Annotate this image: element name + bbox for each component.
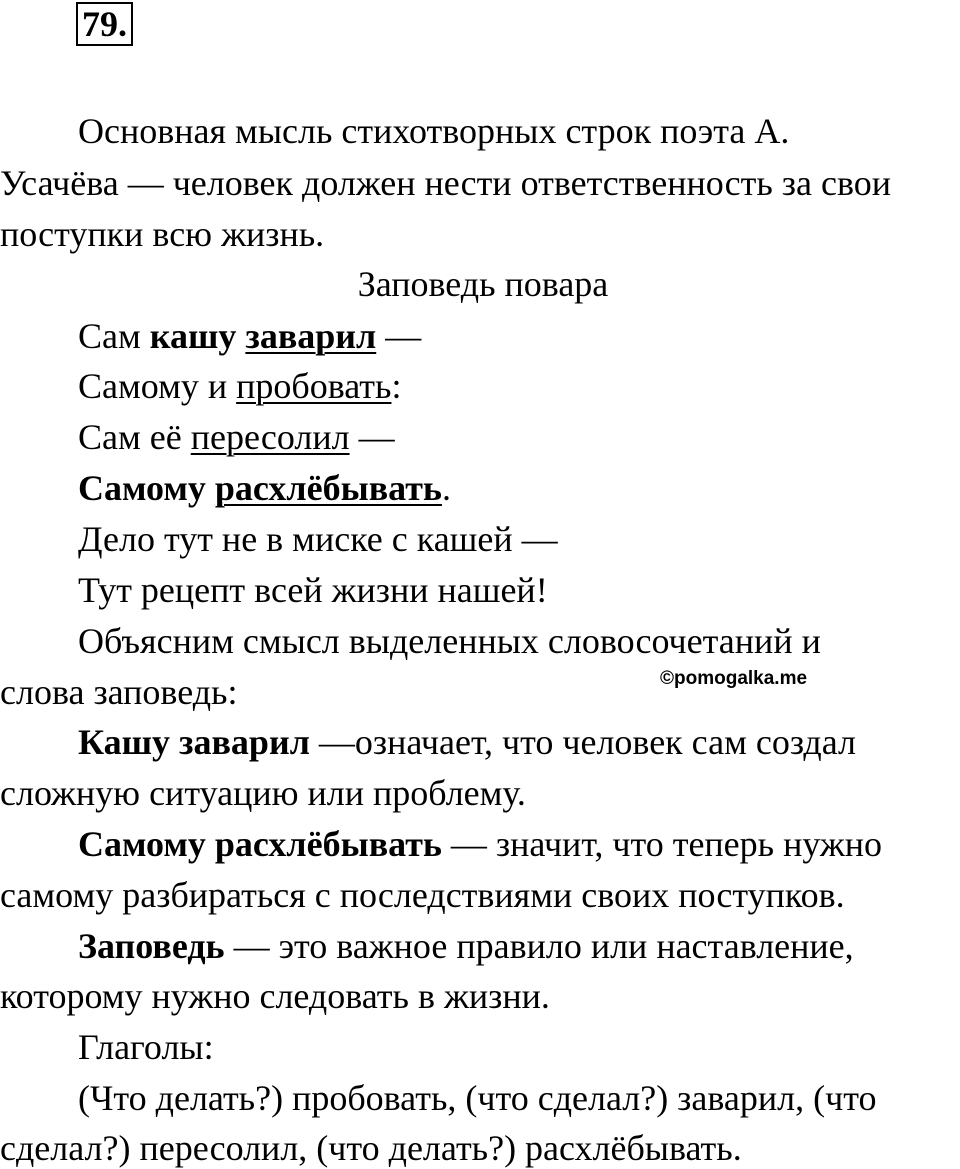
poem-line-3: Сам её пересолил — bbox=[78, 417, 395, 457]
intro-line-1: Основная мысль стихотворных строк поэта А. bbox=[78, 111, 790, 151]
intro-line-2: Усачёва — человек должен нести ответственность за свои bbox=[0, 163, 891, 203]
definition-2-line-2: самому разбираться с последствиями своих поступков. bbox=[0, 875, 845, 915]
intro-line-3: поступки всю жизнь. bbox=[0, 214, 325, 254]
exercise-number: 79. bbox=[76, 2, 133, 46]
definition-3-line-2: которому нужно следовать в жизни. bbox=[0, 976, 550, 1016]
watermark: ©pomogalka.me bbox=[660, 668, 808, 689]
explain-line-1: Объясним смысл выделенных словосочетаний и bbox=[78, 621, 821, 661]
verbs-line-1: (Что делать?) пробовать, (что сделал?) заварил, (что bbox=[78, 1078, 877, 1118]
verbs-heading: Глаголы: bbox=[78, 1027, 214, 1067]
poem-line-2: Самому и пробовать: bbox=[78, 366, 402, 406]
poem-title: Заповедь повара bbox=[357, 264, 609, 304]
poem-line-5: Дело тут не в миске с кашей — bbox=[78, 519, 558, 559]
poem-line-6: Тут рецепт всей жизни нашей! bbox=[78, 570, 548, 610]
explain-line-2: слова заповедь: bbox=[0, 672, 238, 712]
poem-line-4: Самому расхлёбывать. bbox=[78, 468, 451, 508]
definition-2-line-1: Самому расхлёбывать — значит, что теперь нужно bbox=[78, 824, 883, 864]
definition-3-line-1: Заповедь — это важное правило или наставление, bbox=[78, 926, 854, 966]
verbs-line-2: сделал?) пересолил, (что делать?) расхлёбывать. bbox=[0, 1128, 742, 1168]
definition-1-line-2: сложную ситуацию или проблему. bbox=[0, 773, 526, 813]
definition-1-line-1: Кашу заварил —означает, что человек сам создал bbox=[78, 722, 856, 762]
poem-line-1: Сам кашу заварил — bbox=[78, 316, 422, 356]
